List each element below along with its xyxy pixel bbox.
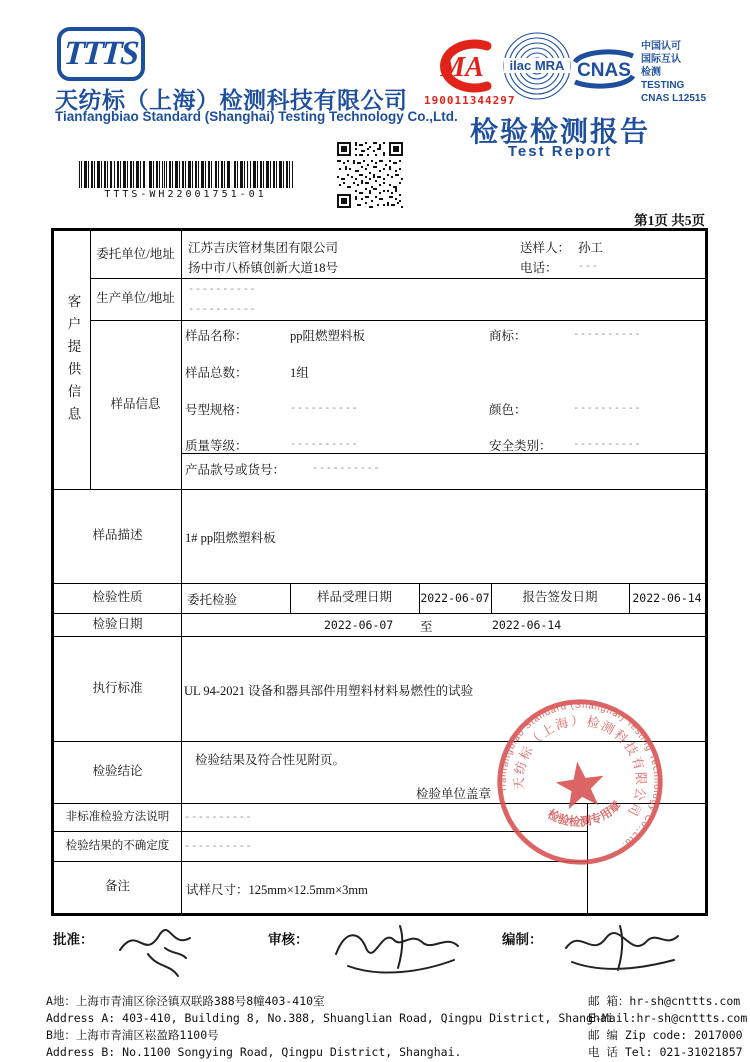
seal-caption: 检验单位盖章 (416, 787, 492, 801)
sample-desc-value: 1# pp阻燃塑料板 (185, 531, 276, 545)
accreditation-line: 中国认可 (641, 41, 681, 52)
customer-info-vertical-label: 客户提供信息 (65, 293, 81, 429)
standard-label: 执行标准 (92, 680, 143, 695)
qr-code (337, 142, 403, 208)
grid-line (181, 453, 705, 454)
producer-line1: ---------- (188, 283, 257, 295)
footer-email-cn: 邮 箱：hr-sh@cnttts.com (588, 994, 741, 1008)
ilac-mra-logo-icon (502, 28, 572, 106)
non-standard-value: ---------- (184, 811, 253, 823)
accreditation-line: 检测 (641, 67, 661, 78)
quality-grade-value: ---------- (290, 438, 359, 450)
svg-text:检验检测专用章 (544, 797, 626, 834)
report-title-cn: 检验检测报告 (469, 116, 650, 147)
footer-addr-a-cn: A地：上海市青浦区徐泾镇双联路388号8幢403-410室 (46, 994, 325, 1008)
conclusion-value: 检验结果及符合性见附页。 (195, 753, 346, 767)
approve-signature (110, 918, 210, 980)
accreditation-line: CNAS L12515 (641, 93, 707, 104)
product-no-value: ---------- (312, 462, 381, 474)
approve-label: 批准： (53, 932, 94, 947)
entrust-unit-label: 委托单位/地址 (96, 246, 175, 261)
report-title-en: Test Report (507, 143, 613, 160)
review-signature (330, 918, 465, 980)
phone-value: --- (578, 260, 599, 272)
accreditation-text (641, 40, 706, 105)
issue-date-value: 2022-06-14 (632, 590, 702, 605)
entrust-unit-name: 江苏吉庆管材集团有限公司 (188, 241, 339, 255)
company-name-cn: 天纺标（上海）检测科技有限公司 (55, 87, 408, 113)
footer-tel: 电 话 Tel: 021-31021857 (588, 1045, 743, 1059)
test-date-to: 2022-06-14 (492, 618, 562, 632)
seal-bottom-text: 检验检测专用章 (545, 798, 624, 830)
sample-qty-value: 1组 (290, 366, 309, 380)
grid-line (181, 231, 182, 913)
standard-value: UL 94-2021 设备和器具部件用塑料材料易燃性的试验 (184, 684, 474, 698)
inspection-nature-label: 检验性质 (92, 590, 143, 605)
prepare-signature (560, 916, 685, 980)
non-standard-label: 非标准检验方法说明 (65, 810, 170, 823)
page-info: 第1页 共5页 (634, 213, 705, 228)
footer-addr-b-cn: B地：上海市青浦区崧盈路1100号 (46, 1028, 219, 1042)
producer-line2: ---------- (188, 303, 257, 315)
barcode (78, 161, 293, 188)
company-name-en: Tianfangbiao Standard (Shanghai) Testing Technology Co.,Ltd. (55, 109, 458, 124)
test-date-label: 检验日期 (92, 616, 143, 631)
seal-ring-text-cn: 天纺标（上海）检测科技有限公司 (511, 713, 649, 821)
test-date-to-word: 至 (420, 620, 433, 634)
sample-desc-label: 样品描述 (92, 528, 143, 543)
footer-addr-b-en: Address B: No.1100 Songying Road, Qingpu District, Shanghai. (46, 1045, 462, 1059)
color-label: 颜色： (489, 403, 527, 417)
seal-ring-text-en: Tianfangbiao Standard (Shanghai) Testing Technology Co.,Ltd. (497, 699, 663, 851)
uncertainty-label: 检验结果的不确定度 (65, 839, 170, 852)
sender-value: 孙工 (578, 241, 604, 255)
accreditation-line: 国际互认 (641, 54, 681, 65)
trademark-value: ---------- (573, 328, 642, 340)
conclusion-label: 检验结论 (92, 764, 143, 779)
ttts-logo-text: TTTS (63, 35, 139, 72)
producer-unit-label: 生产单位/地址 (96, 291, 175, 306)
spec-value: ---------- (290, 402, 359, 414)
cma-logo-icon (423, 37, 501, 95)
grid-line (90, 320, 705, 321)
footer-email-en: E-Mail:hr-sh@cnttts.com (588, 1011, 748, 1025)
svg-text:MA: MA (440, 52, 484, 83)
company-seal (481, 683, 680, 882)
sender-label: 送样人： (520, 241, 571, 255)
review-label: 审核： (268, 932, 309, 947)
accept-date-value: 2022-06-07 (420, 590, 490, 605)
inspection-nature-value: 委托检验 (187, 593, 238, 607)
cma-number: 190011344297 (424, 94, 516, 107)
product-no-label: 产品款号或货号： (185, 463, 286, 477)
safety-class-value: ---------- (573, 438, 642, 450)
ttts-logo (57, 27, 145, 81)
quality-grade-label: 质量等级： (185, 439, 248, 453)
test-date-from: 2022-06-07 (324, 618, 394, 632)
phone-label: 电话： (520, 261, 558, 275)
cnas-logo-icon (571, 44, 637, 94)
uncertainty-value: ---------- (184, 840, 253, 852)
footer-address-block (46, 993, 614, 1061)
grid-line (90, 278, 705, 279)
accreditation-line: TESTING (641, 80, 685, 91)
barcode-text: TTTS-WH22001751-01 (104, 189, 267, 200)
svg-text:ilac MRA: ilac MRA (509, 58, 565, 73)
spec-label: 号型规格： (185, 403, 248, 417)
svg-text:CNAS: CNAS (577, 60, 631, 81)
trademark-label: 商标： (489, 329, 527, 343)
safety-class-label: 安全类别： (489, 439, 552, 453)
seal-star (553, 758, 607, 810)
sample-info-label: 样品信息 (110, 396, 161, 411)
sample-name-label: 样品名称： (185, 329, 248, 343)
footer-addr-a-en: Address A: 403-410, Building 8, No.388, Shuanglian Road, Qingpu District, Shanghai (46, 1011, 614, 1025)
remark-label: 备注 (104, 879, 130, 894)
footer-zip: 邮 编 Zip code: 2017000 (588, 1028, 743, 1042)
entrust-unit-address: 扬中市八桥镇创新大道18号 (188, 261, 339, 275)
sample-name-value: pp阻燃塑料板 (290, 329, 366, 343)
accept-date-label: 样品受理日期 (316, 590, 392, 605)
footer-contact-block (588, 993, 747, 1061)
issue-date-label: 报告签发日期 (522, 590, 598, 605)
prepare-label: 编制： (502, 932, 543, 947)
sample-qty-label: 样品总数： (185, 366, 248, 380)
color-value: ---------- (573, 402, 642, 414)
remark-value: 试样尺寸：125mm×12.5mm×3mm (186, 883, 368, 897)
